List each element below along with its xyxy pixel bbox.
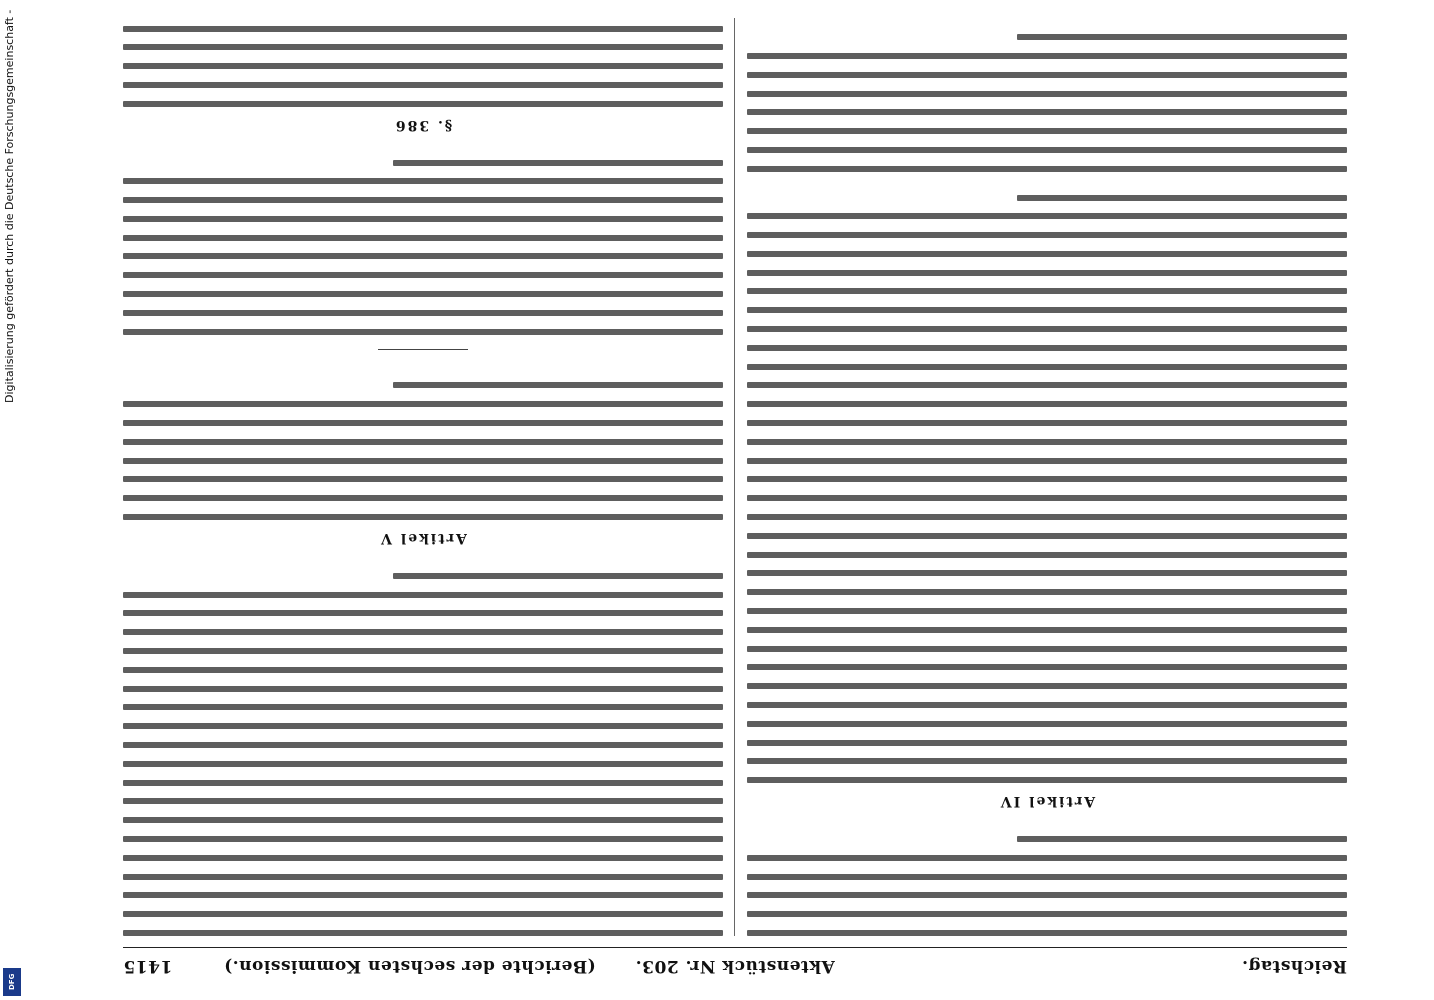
digitization-credit bbox=[0, 0, 22, 1000]
left-column bbox=[747, 18, 1347, 936]
text-line bbox=[123, 892, 723, 898]
text-line bbox=[123, 610, 723, 616]
text-line bbox=[123, 874, 723, 880]
text-line bbox=[747, 646, 1347, 652]
text-line bbox=[747, 740, 1347, 746]
text-line bbox=[393, 160, 723, 166]
header-left: Reichstag. bbox=[1241, 956, 1347, 976]
text-paragraph bbox=[747, 195, 1347, 784]
text-line bbox=[747, 855, 1347, 861]
credit-text: Digitalisierung gefördert durch die Deutsche Forschungsgemeinschaft - bbox=[3, 10, 16, 404]
text-line bbox=[123, 930, 723, 936]
text-line bbox=[123, 458, 723, 464]
section-heading: Artikel IV bbox=[998, 793, 1096, 810]
text-paragraph bbox=[747, 836, 1347, 936]
text-line bbox=[747, 147, 1347, 153]
section-heading: §. 386 bbox=[393, 116, 453, 133]
text-line bbox=[747, 289, 1347, 295]
text-line bbox=[747, 514, 1347, 520]
text-line bbox=[747, 53, 1347, 59]
text-line bbox=[747, 401, 1347, 407]
text-line bbox=[123, 855, 723, 861]
text-line bbox=[747, 892, 1347, 898]
text-line bbox=[747, 364, 1347, 370]
text-line bbox=[123, 82, 723, 88]
text-line bbox=[747, 758, 1347, 764]
text-line bbox=[123, 291, 723, 297]
text-line bbox=[747, 232, 1347, 238]
text-line bbox=[123, 63, 723, 69]
text-line bbox=[747, 702, 1347, 708]
text-line bbox=[747, 911, 1347, 917]
text-line bbox=[747, 345, 1347, 351]
text-line bbox=[747, 608, 1347, 614]
text-line bbox=[123, 780, 723, 786]
text-line bbox=[747, 664, 1347, 670]
right-column bbox=[123, 18, 723, 936]
text-line bbox=[747, 721, 1347, 727]
text-line bbox=[747, 627, 1347, 633]
text-line bbox=[123, 26, 723, 32]
header-right bbox=[123, 956, 596, 976]
text-line bbox=[123, 817, 723, 823]
text-line bbox=[123, 667, 723, 673]
text-line bbox=[123, 798, 723, 804]
text-line bbox=[747, 458, 1347, 464]
text-line bbox=[747, 109, 1347, 115]
printed-page bbox=[85, 0, 1385, 1000]
text-line bbox=[747, 382, 1347, 388]
text-line bbox=[123, 272, 723, 278]
text-line bbox=[123, 723, 723, 729]
text-line bbox=[747, 213, 1347, 219]
header-center: Aktenstück Nr. 203. bbox=[635, 956, 835, 976]
text-line bbox=[747, 476, 1347, 482]
text-line bbox=[747, 91, 1347, 97]
text-line bbox=[123, 216, 723, 222]
text-paragraph bbox=[123, 382, 723, 520]
text-line bbox=[747, 439, 1347, 445]
text-paragraph bbox=[123, 18, 723, 107]
text-line bbox=[747, 930, 1347, 936]
text-line bbox=[123, 420, 723, 426]
text-line bbox=[123, 514, 723, 520]
text-line bbox=[747, 251, 1347, 257]
text-line bbox=[123, 310, 723, 316]
text-line bbox=[393, 382, 723, 388]
text-line bbox=[123, 44, 723, 50]
text-line bbox=[1017, 836, 1347, 842]
text-line bbox=[747, 570, 1347, 576]
text-line bbox=[123, 836, 723, 842]
text-paragraph bbox=[747, 34, 1347, 172]
text-line bbox=[123, 629, 723, 635]
text-line bbox=[747, 326, 1347, 332]
column-divider bbox=[734, 18, 735, 936]
section-rule bbox=[378, 349, 468, 350]
text-paragraph bbox=[123, 160, 723, 335]
page-header bbox=[123, 947, 1347, 982]
text-line bbox=[123, 439, 723, 445]
dfg-logo: DFG bbox=[3, 968, 21, 996]
text-line bbox=[123, 401, 723, 407]
text-line bbox=[123, 178, 723, 184]
text-line bbox=[747, 533, 1347, 539]
text-line bbox=[747, 874, 1347, 880]
text-line bbox=[123, 648, 723, 654]
text-line bbox=[747, 270, 1347, 276]
text-line bbox=[123, 101, 723, 107]
text-line bbox=[123, 476, 723, 482]
page-number: 1415 bbox=[123, 956, 173, 976]
text-line bbox=[123, 761, 723, 767]
text-paragraph bbox=[123, 573, 723, 936]
text-line bbox=[747, 128, 1347, 134]
text-line bbox=[123, 495, 723, 501]
text-line bbox=[123, 742, 723, 748]
text-line bbox=[747, 420, 1347, 426]
header-right-note: (Berichte der sechsten Kommission.) bbox=[223, 956, 596, 976]
text-line bbox=[747, 552, 1347, 558]
text-line bbox=[747, 72, 1347, 78]
section-heading: Artikel V bbox=[379, 530, 467, 547]
text-line bbox=[747, 683, 1347, 689]
text-line bbox=[747, 495, 1347, 501]
text-line bbox=[123, 197, 723, 203]
text-line bbox=[1017, 34, 1347, 40]
text-line bbox=[123, 704, 723, 710]
text-line bbox=[747, 307, 1347, 313]
text-line bbox=[1017, 195, 1347, 201]
text-line bbox=[123, 592, 723, 598]
text-line bbox=[123, 235, 723, 241]
text-line bbox=[747, 777, 1347, 783]
text-line bbox=[123, 329, 723, 335]
text-line bbox=[123, 911, 723, 917]
text-line bbox=[747, 589, 1347, 595]
text-line bbox=[123, 254, 723, 260]
text-line bbox=[123, 686, 723, 692]
text-line bbox=[393, 573, 723, 579]
text-line bbox=[747, 166, 1347, 172]
